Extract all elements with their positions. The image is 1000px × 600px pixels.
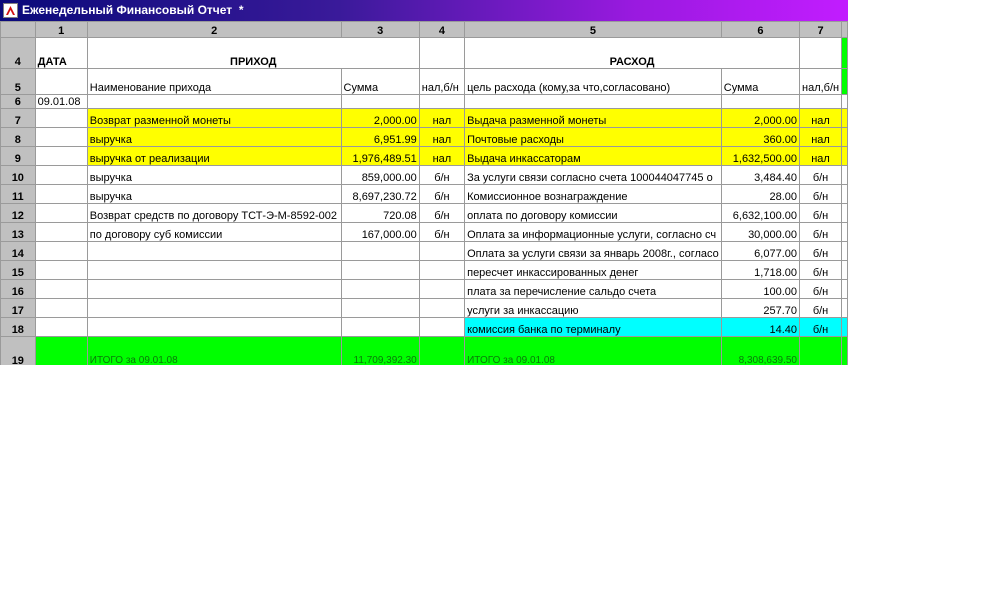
income-name-cell[interactable]: выручка xyxy=(87,185,341,204)
expense-total-label[interactable]: ИТОГО за 09.01.08 xyxy=(465,337,722,366)
column-header-partial[interactable] xyxy=(842,22,848,38)
cell[interactable] xyxy=(842,299,848,318)
income-name-cell[interactable] xyxy=(87,261,341,280)
income-name-cell[interactable]: Возврат разменной монеты xyxy=(87,109,341,128)
select-all-corner[interactable] xyxy=(1,22,36,38)
expense-pay-cell[interactable]: б/н xyxy=(800,166,842,185)
window-titlebar[interactable] xyxy=(0,0,848,21)
income-pay-cell[interactable]: б/н xyxy=(419,223,464,242)
income-sum-cell[interactable]: 859,000.00 xyxy=(341,166,419,185)
expense-purpose-cell[interactable]: Оплата за информационные услуги, согласно сч xyxy=(465,223,722,242)
cell[interactable] xyxy=(800,337,842,366)
income-sum-cell[interactable] xyxy=(341,318,419,337)
column-header[interactable]: 5 xyxy=(465,22,722,38)
row-header[interactable]: 4 xyxy=(1,38,36,69)
row-header[interactable]: 13 xyxy=(1,223,36,242)
row-header[interactable]: 7 xyxy=(1,109,36,128)
expense-sum-cell[interactable]: 6,632,100.00 xyxy=(721,204,799,223)
row-header[interactable]: 17 xyxy=(1,299,36,318)
column-header[interactable]: 6 xyxy=(721,22,799,38)
row-header[interactable]: 18 xyxy=(1,318,36,337)
date-cell[interactable] xyxy=(35,261,87,280)
date-cell[interactable]: 09.01.08 xyxy=(35,95,87,109)
date-cell[interactable] xyxy=(35,185,87,204)
expense-purpose-cell[interactable]: Почтовые расходы xyxy=(465,128,722,147)
expense-pay-cell[interactable]: нал xyxy=(800,128,842,147)
cell[interactable] xyxy=(842,318,848,337)
expense-purpose-cell[interactable]: оплата по договору комиссии xyxy=(465,204,722,223)
income-sum-cell[interactable] xyxy=(341,299,419,318)
date-cell[interactable] xyxy=(35,109,87,128)
income-pay-cell[interactable] xyxy=(419,261,464,280)
row-header[interactable]: 14 xyxy=(1,242,36,261)
table-row xyxy=(1,299,848,318)
spreadsheet-app-icon[interactable] xyxy=(3,3,18,18)
income-pay-cell[interactable]: б/н xyxy=(419,185,464,204)
cell[interactable] xyxy=(341,95,419,109)
table-row xyxy=(1,166,848,185)
cell[interactable] xyxy=(87,95,341,109)
expense-pay-cell[interactable]: нал xyxy=(800,109,842,128)
expense-sum-cell[interactable]: 30,000.00 xyxy=(721,223,799,242)
expense-pay-cell[interactable]: б/н xyxy=(800,299,842,318)
income-sum-cell[interactable]: 8,697,230.72 xyxy=(341,185,419,204)
cell[interactable] xyxy=(800,38,842,69)
income-name-cell[interactable] xyxy=(87,318,341,337)
income-name-cell[interactable]: по договору суб комиссии xyxy=(87,223,341,242)
income-name-cell[interactable] xyxy=(87,242,341,261)
income-pay-cell[interactable] xyxy=(419,280,464,299)
cell[interactable] xyxy=(419,337,464,366)
income-name-cell[interactable]: выручка xyxy=(87,166,341,185)
cell[interactable] xyxy=(842,166,848,185)
table-row xyxy=(1,242,848,261)
cell[interactable] xyxy=(721,95,799,109)
row-header[interactable]: 9 xyxy=(1,147,36,166)
expense-purpose-cell[interactable]: плата за перечисление сальдо счета xyxy=(465,280,722,299)
income-pay-cell[interactable] xyxy=(419,242,464,261)
income-pay-header[interactable]: нал,б/н xyxy=(419,69,464,95)
income-pay-cell[interactable] xyxy=(419,318,464,337)
income-name-cell[interactable]: выручка от реализации xyxy=(87,147,341,166)
income-sum-cell[interactable]: 2,000.00 xyxy=(341,109,419,128)
expense-purpose-cell[interactable]: Выдача инкассаторам xyxy=(465,147,722,166)
table-row xyxy=(1,204,848,223)
cell[interactable] xyxy=(842,280,848,299)
header-row-5 xyxy=(1,69,848,95)
expense-sum-cell[interactable]: 2,000.00 xyxy=(721,109,799,128)
column-header[interactable]: 7 xyxy=(800,22,842,38)
row-header[interactable]: 11 xyxy=(1,185,36,204)
expense-pay-cell[interactable]: б/н xyxy=(800,261,842,280)
row-header[interactable]: 15 xyxy=(1,261,36,280)
table-row xyxy=(1,261,848,280)
row-header[interactable]: 6 xyxy=(1,95,36,109)
date-cell[interactable] xyxy=(35,128,87,147)
expense-sum-cell[interactable]: 3,484.40 xyxy=(721,166,799,185)
expense-sum-cell[interactable]: 257.70 xyxy=(721,299,799,318)
income-sum-cell[interactable] xyxy=(341,261,419,280)
expense-pay-cell[interactable]: нал xyxy=(800,147,842,166)
cell[interactable] xyxy=(842,69,848,95)
income-pay-cell[interactable]: б/н xyxy=(419,166,464,185)
date-cell[interactable] xyxy=(35,242,87,261)
income-name-cell[interactable] xyxy=(87,280,341,299)
cell[interactable] xyxy=(842,337,848,366)
income-sum-cell[interactable] xyxy=(341,242,419,261)
table-row xyxy=(1,109,848,128)
header-row-4 xyxy=(1,38,848,69)
expense-purpose-cell[interactable]: Комиссионное вознаграждение xyxy=(465,185,722,204)
income-sum-cell[interactable]: 1,976,489.51 xyxy=(341,147,419,166)
income-name-cell[interactable] xyxy=(87,299,341,318)
cell[interactable] xyxy=(842,242,848,261)
date-cell[interactable] xyxy=(35,299,87,318)
expense-sum-cell[interactable]: 1,632,500.00 xyxy=(721,147,799,166)
cell[interactable] xyxy=(35,69,87,95)
income-sum-cell[interactable]: 167,000.00 xyxy=(341,223,419,242)
table-row xyxy=(1,280,848,299)
income-name-cell[interactable]: Возврат средств по договору ТСТ-Э-М-8592-002 xyxy=(87,204,341,223)
expense-pay-cell[interactable]: б/н xyxy=(800,280,842,299)
table-row xyxy=(1,128,848,147)
income-name-header[interactable]: Наименование прихода xyxy=(87,69,341,95)
income-pay-cell[interactable]: нал xyxy=(419,128,464,147)
row-header[interactable]: 19 xyxy=(1,337,36,366)
expense-pay-header[interactable]: нал,б/н xyxy=(800,69,842,95)
row-header[interactable]: 16 xyxy=(1,280,36,299)
expense-pay-cell[interactable]: б/н xyxy=(800,318,842,337)
row-header[interactable]: 5 xyxy=(1,69,36,95)
table-row xyxy=(1,223,848,242)
expense-purpose-cell[interactable]: Выдача разменной монеты xyxy=(465,109,722,128)
expense-purpose-cell[interactable]: За услуги связи согласно счета 100044047745 о xyxy=(465,166,722,185)
expense-purpose-cell[interactable]: комиссия банка по терминалу xyxy=(465,318,722,337)
expense-sum-cell[interactable]: 14.40 xyxy=(721,318,799,337)
date-cell[interactable] xyxy=(35,166,87,185)
income-pay-cell[interactable]: б/н xyxy=(419,204,464,223)
expense-purpose-cell[interactable]: услуги за инкассацию xyxy=(465,299,722,318)
expense-sum-cell[interactable]: 360.00 xyxy=(721,128,799,147)
date-cell[interactable] xyxy=(35,204,87,223)
income-sum-cell[interactable]: 6,951.99 xyxy=(341,128,419,147)
expense-purpose-header[interactable]: цель расхода (кому,за что,согласовано) xyxy=(465,69,722,95)
total-row xyxy=(1,337,848,366)
expense-purpose-cell[interactable]: Оплата за услуги связи за январь 2008г., согласо xyxy=(465,242,722,261)
cell[interactable] xyxy=(842,128,848,147)
expense-total-sum[interactable]: 8,308,639.50 xyxy=(721,337,799,366)
cell[interactable] xyxy=(842,109,848,128)
table-row xyxy=(1,318,848,337)
income-group-header[interactable]: ПРИХОД xyxy=(87,38,419,69)
date-row xyxy=(1,95,848,109)
date-header[interactable]: ДАТА xyxy=(35,38,87,69)
cell[interactable] xyxy=(842,147,848,166)
report-table xyxy=(0,21,848,365)
window-title: Еженедельный Финансовый Отчет * xyxy=(22,3,244,17)
cell[interactable] xyxy=(842,95,848,109)
cell[interactable] xyxy=(419,38,464,69)
row-header[interactable]: 12 xyxy=(1,204,36,223)
income-sum-header[interactable]: Сумма xyxy=(341,69,419,95)
column-header[interactable]: 3 xyxy=(341,22,419,38)
spreadsheet-grid xyxy=(0,21,848,365)
cell[interactable] xyxy=(842,185,848,204)
expense-sum-cell[interactable]: 6,077.00 xyxy=(721,242,799,261)
cell[interactable] xyxy=(419,95,464,109)
income-pay-cell[interactable] xyxy=(419,299,464,318)
income-sum-cell[interactable] xyxy=(341,280,419,299)
date-cell[interactable] xyxy=(35,318,87,337)
cell[interactable] xyxy=(800,95,842,109)
cell[interactable] xyxy=(465,95,722,109)
income-name-cell[interactable]: выручка xyxy=(87,128,341,147)
expense-pay-cell[interactable]: б/н xyxy=(800,185,842,204)
expense-pay-cell[interactable]: б/н xyxy=(800,223,842,242)
income-pay-cell[interactable]: нал xyxy=(419,147,464,166)
date-cell[interactable] xyxy=(35,223,87,242)
expense-purpose-cell[interactable]: пересчет инкассированных денег xyxy=(465,261,722,280)
table-row xyxy=(1,185,848,204)
column-header[interactable]: 2 xyxy=(87,22,341,38)
column-header-row xyxy=(1,22,848,38)
expense-sum-cell[interactable]: 1,718.00 xyxy=(721,261,799,280)
date-cell[interactable] xyxy=(35,280,87,299)
income-total-label[interactable]: ИТОГО за 09.01.08 xyxy=(87,337,341,366)
expense-sum-cell[interactable]: 100.00 xyxy=(721,280,799,299)
expense-pay-cell[interactable]: б/н xyxy=(800,204,842,223)
cell[interactable] xyxy=(842,204,848,223)
income-total-sum[interactable]: 11,709,392.30 xyxy=(341,337,419,366)
expense-sum-cell[interactable]: 28.00 xyxy=(721,185,799,204)
column-header[interactable]: 4 xyxy=(419,22,464,38)
table-row xyxy=(1,147,848,166)
expense-sum-header[interactable]: Сумма xyxy=(721,69,799,95)
cell[interactable] xyxy=(842,223,848,242)
cell[interactable] xyxy=(842,261,848,280)
income-pay-cell[interactable]: нал xyxy=(419,109,464,128)
cell[interactable] xyxy=(842,38,848,69)
expense-pay-cell[interactable]: б/н xyxy=(800,242,842,261)
row-header[interactable]: 10 xyxy=(1,166,36,185)
column-header[interactable]: 1 xyxy=(35,22,87,38)
cell[interactable] xyxy=(35,337,87,366)
expense-group-header[interactable]: РАСХОД xyxy=(465,38,800,69)
income-sum-cell[interactable]: 720.08 xyxy=(341,204,419,223)
date-cell[interactable] xyxy=(35,147,87,166)
row-header[interactable]: 8 xyxy=(1,128,36,147)
